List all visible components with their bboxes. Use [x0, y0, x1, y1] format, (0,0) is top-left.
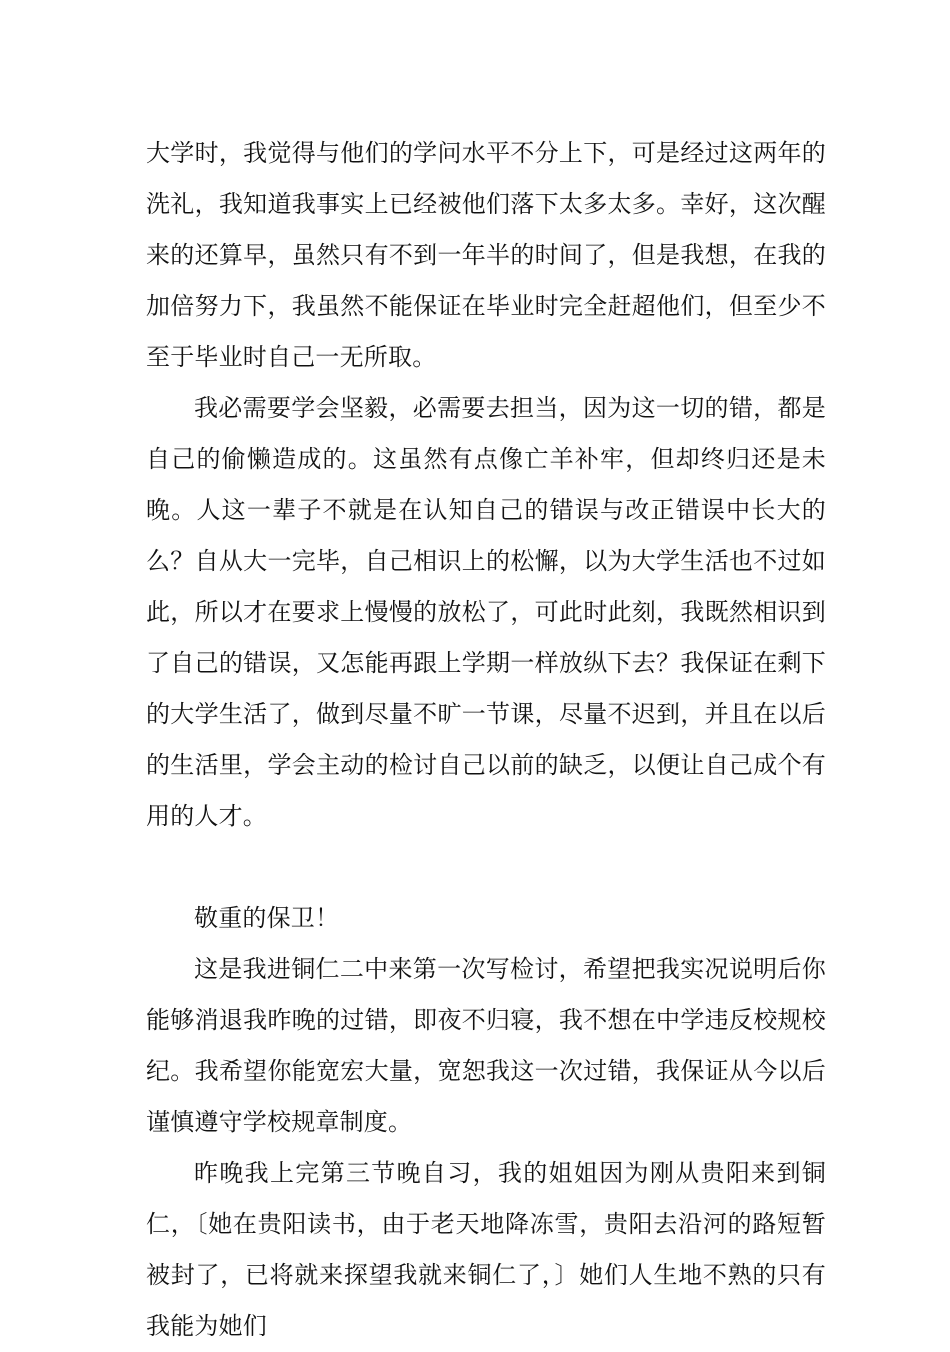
paragraph-introduction: 这是我进铜仁二中来第一次写检讨，希望把我实况说明后你能够消退我昨晚的过错，即夜不归寝，我不想在中学违反校规校纪。我希望你能宽宏大量，宽恕我这一次过错，我保证从今以后谨慎遵守学校规章制度。 [146, 955, 826, 1136]
paragraph-continuation: 大学时，我觉得与他们的学问水平不分上下，可是经过这两年的洗礼，我知道我事实上已经被他们落下太多太多。幸好，这次醒来的还算早，虽然只有不到一年半的时间了，但是我想，在我的加倍努力下，我虽然不能保证在毕业时完全赶超他们，但至少不至于毕业时自己一无所取。 [146, 139, 826, 371]
document-body [146, 128, 826, 1352]
section-gap [146, 842, 826, 893]
paragraph-resolve: 我必需要学会坚毅，必需要去担当，因为这一切的错，都是自己的偷懒造成的。这虽然有点像亡羊补牢，但却终归还是未晚。人这一辈子不就是在认知自己的错误与改正错误中长大的么？自从大一完毕，自己相识上的松懈，以为大学生活也不过如此，所以才在要求上慢慢的放松了，可此时此刻，我既然相识到了自己的错误，又怎能再跟上学期一样放纵下去？我保证在剩下的大学生活了，做到尽量不旷一节课，尽量不迟到，并且在以后的生活里，学会主动的检讨自己以前的缺乏，以便让自己成个有用的人才。 [146, 394, 826, 830]
paragraph-account: 昨晚我上完第三节晚自习，我的姐姐因为刚从贵阳来到铜仁，〔她在贵阳读书，由于老天地降冻雪，贵阳去沿河的路短暂被封了，已将就来探望我就来铜仁了，〕她们人生地不熟的只有我能为她们 [146, 1159, 826, 1340]
letter-salutation: 敬重的保卫！ [194, 904, 340, 932]
